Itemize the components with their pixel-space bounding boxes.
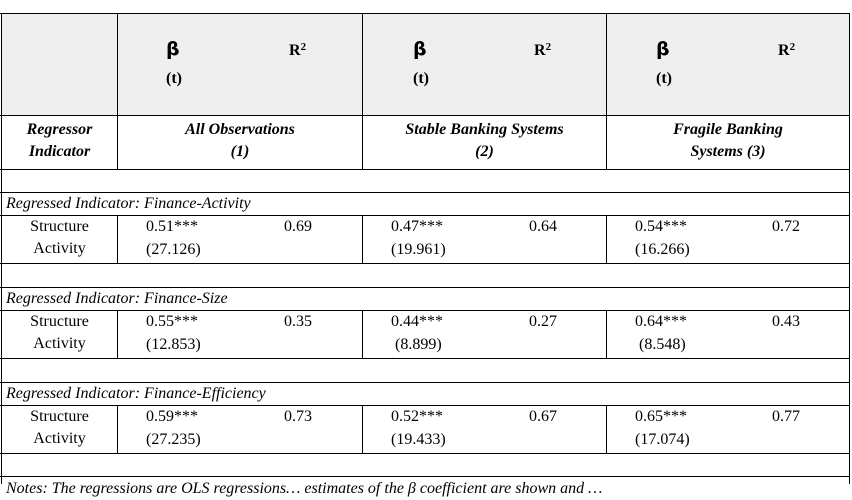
rule-header-bottom <box>0 115 850 116</box>
colsep-1-data2 <box>117 310 118 358</box>
header-r2-1-base: R <box>289 42 301 59</box>
t-value: (27.235) <box>146 431 201 448</box>
beta-value: 0.59*** <box>146 408 198 425</box>
colname-stable-banking <box>363 119 606 163</box>
header-r2-2-exp: 2 <box>545 41 552 53</box>
t-value: (17.074) <box>635 431 690 448</box>
r2-value: 0.64 <box>529 218 557 235</box>
table-notes: Notes: The regressions are OLS regressions… estimates of the β coefficient are shown and … <box>6 480 603 497</box>
beta-value: 0.64*** <box>635 313 687 330</box>
colname-regressor-line1: Regressor <box>26 121 93 138</box>
beta-value: 0.55*** <box>146 313 198 330</box>
section-title-finance-activity: Regressed Indicator: Finance-Activity <box>6 195 251 212</box>
rule-notes-top <box>0 476 850 477</box>
row-label-2-line2: Activity <box>33 335 86 352</box>
header-r2-3-base: R <box>778 42 790 59</box>
header-shading <box>2 14 849 115</box>
row-label-2-line1: Structure <box>30 313 89 330</box>
colsep-1-data3 <box>117 405 118 453</box>
beta-value: 0.65*** <box>635 408 687 425</box>
colname-regressor-line2: Indicator <box>28 143 91 160</box>
section-title-finance-efficiency: Regressed Indicator: Finance-Efficiency <box>6 385 266 402</box>
row-label-1-line2: Activity <box>33 240 86 257</box>
r2-value: 0.67 <box>529 408 557 425</box>
colsep-2-data1 <box>362 215 363 263</box>
row-label-1-line1: Structure <box>30 218 89 235</box>
t-value: (27.126) <box>146 241 201 258</box>
r2-value: 0.27 <box>529 313 557 330</box>
header-t-2: (t) <box>413 70 429 87</box>
t-value: (8.899) <box>395 336 442 353</box>
colname-regressor <box>2 119 117 163</box>
t-value: (16.266) <box>635 241 690 258</box>
r2-value: 0.77 <box>772 408 800 425</box>
beta-value: 0.54*** <box>635 218 687 235</box>
beta-value: 0.52*** <box>391 408 443 425</box>
header-beta-1: β <box>166 38 180 60</box>
header-beta-2: β <box>413 38 427 60</box>
header-r2-2 <box>534 40 551 62</box>
row-label-3-line2: Activity <box>33 430 86 447</box>
colname-2-line1: Stable Banking Systems <box>405 121 564 138</box>
header-r2-1 <box>289 40 306 62</box>
rule-colnames-bottom <box>0 169 850 170</box>
section-title-finance-size: Regressed Indicator: Finance-Size <box>6 290 228 307</box>
row-label-1 <box>2 216 117 260</box>
colsep-3-data2 <box>606 310 607 358</box>
colname-2-line2: (2) <box>475 143 494 160</box>
colsep-3-data3 <box>606 405 607 453</box>
header-r2-3-exp: 2 <box>789 41 796 53</box>
header-beta-3: β <box>656 38 670 60</box>
rule-sec2-data-bottom <box>0 358 850 359</box>
r2-value: 0.35 <box>284 313 312 330</box>
colsep-3-data1 <box>606 215 607 263</box>
t-value: (19.961) <box>391 241 446 258</box>
row-label-3 <box>2 406 117 450</box>
row-label-3-line1: Structure <box>30 408 89 425</box>
rule-sec1-data-bottom <box>0 263 850 264</box>
header-r2-2-base: R <box>534 42 546 59</box>
r2-value: 0.73 <box>284 408 312 425</box>
header-r2-1-exp: 2 <box>300 41 307 53</box>
colname-1-line2: (1) <box>230 143 250 160</box>
colname-3-line2: Systems (3) <box>690 143 766 160</box>
header-r2-3 <box>778 40 795 62</box>
t-value: (19.433) <box>391 431 446 448</box>
colname-fragile-banking <box>607 119 849 163</box>
row-label-2 <box>2 311 117 355</box>
beta-value: 0.44*** <box>391 313 443 330</box>
rule-top <box>0 13 850 14</box>
colname-all-observations <box>118 119 362 163</box>
colsep-2-data2 <box>362 310 363 358</box>
rule-right <box>849 13 850 484</box>
header-t-3: (t) <box>656 70 672 87</box>
r2-value: 0.69 <box>284 218 312 235</box>
r2-value: 0.43 <box>772 313 800 330</box>
colname-1-line1: All Observations <box>185 121 295 138</box>
rule-sec3-data-bottom <box>0 453 850 454</box>
t-value: (12.853) <box>146 336 201 353</box>
colsep-2-data3 <box>362 405 363 453</box>
colsep-1-data1 <box>117 215 118 263</box>
beta-value: 0.47*** <box>391 218 443 235</box>
beta-value: 0.51*** <box>146 218 198 235</box>
r2-value: 0.72 <box>772 218 800 235</box>
colname-3-line1: Fragile Banking <box>673 121 783 138</box>
t-value: (8.548) <box>639 336 686 353</box>
header-t-1: (t) <box>166 70 182 87</box>
